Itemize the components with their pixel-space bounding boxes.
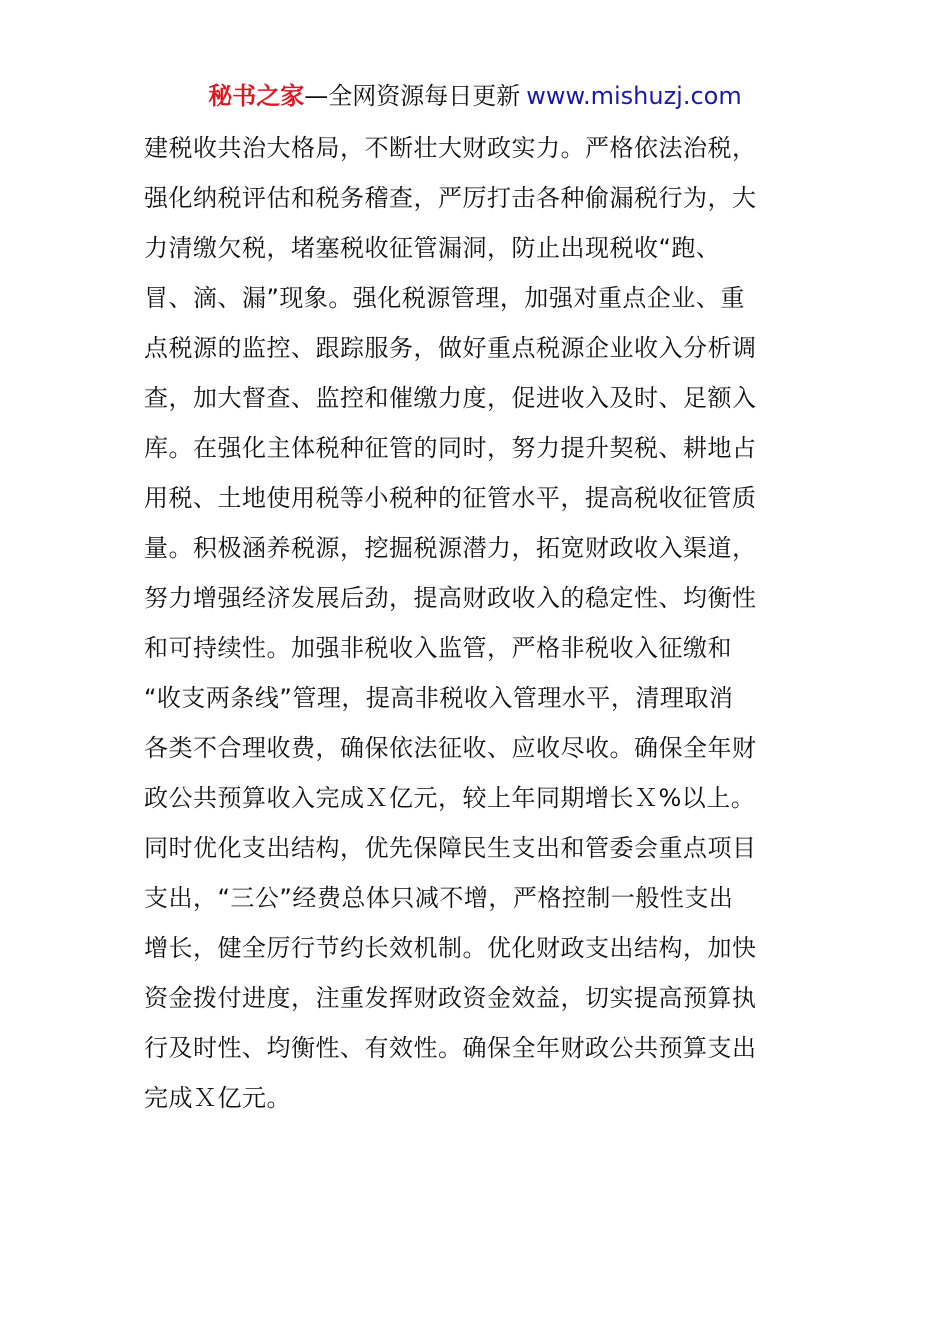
text-line: 完成Ｘ亿元。 (144, 1084, 291, 1112)
text-line: 增长，健全厉行节约长效机制。优化财政支出结构，加快 (144, 934, 757, 962)
text-line: 强化纳税评估和税务稽查，严厉打击各种偷漏税行为，大 (144, 184, 757, 212)
text-line: 各类不合理收费，确保依法征收、应收尽收。确保全年财 (144, 734, 757, 762)
text-line: 支出，“三公”经费总体只减不增，严格控制一般性支出 (144, 884, 734, 912)
text-line: 点税源的监控、跟踪服务，做好重点税源企业收入分析调 (144, 334, 757, 362)
text-line: 量。积极涵养税源，挖掘税源潜力，拓宽财政收入渠道， (144, 534, 757, 562)
text-line: 资金拨付进度，注重发挥财政资金效益，切实提高预算执 (144, 984, 757, 1012)
text-line: 和可持续性。加强非税收入监管，严格非税收入征缴和 (144, 634, 732, 662)
site-url-link[interactable]: www.mishuzj.com (526, 82, 742, 110)
document-body (144, 123, 824, 1123)
text-line: “收支两条线”管理，提高非税收入管理水平，清理取消 (144, 684, 734, 712)
text-line: 行及时性、均衡性、有效性。确保全年财政公共预算支出 (144, 1034, 757, 1062)
text-line: 库。在强化主体税种征管的同时，努力提升契税、耕地占 (144, 434, 757, 462)
brand-name: 秘书之家 (208, 82, 305, 110)
text-line: 建税收共治大格局，不断壮大财政实力。严格依法治税， (144, 134, 757, 162)
text-line: 政公共预算收入完成Ｘ亿元，较上年同期增长Ｘ%以上。 (144, 784, 756, 812)
text-line: 努力增强经济发展后劲，提高财政收入的稳定性、均衡性 (144, 584, 757, 612)
text-line: 冒、滴、漏”现象。强化税源管理，加强对重点企业、重 (144, 284, 745, 312)
page-header (0, 80, 950, 112)
text-line: 查，加大督查、监控和催缴力度，促进收入及时、足额入 (144, 384, 757, 412)
text-line: 力清缴欠税，堵塞税收征管漏洞，防止出现税收“跑、 (144, 234, 721, 262)
text-line: 同时优化支出结构，优先保障民生支出和管委会重点项目 (144, 834, 757, 862)
header-tagline: —全网资源每日更新 (304, 82, 521, 110)
text-line: 用税、土地使用税等小税种的征管水平，提高税收征管质 (144, 484, 757, 512)
